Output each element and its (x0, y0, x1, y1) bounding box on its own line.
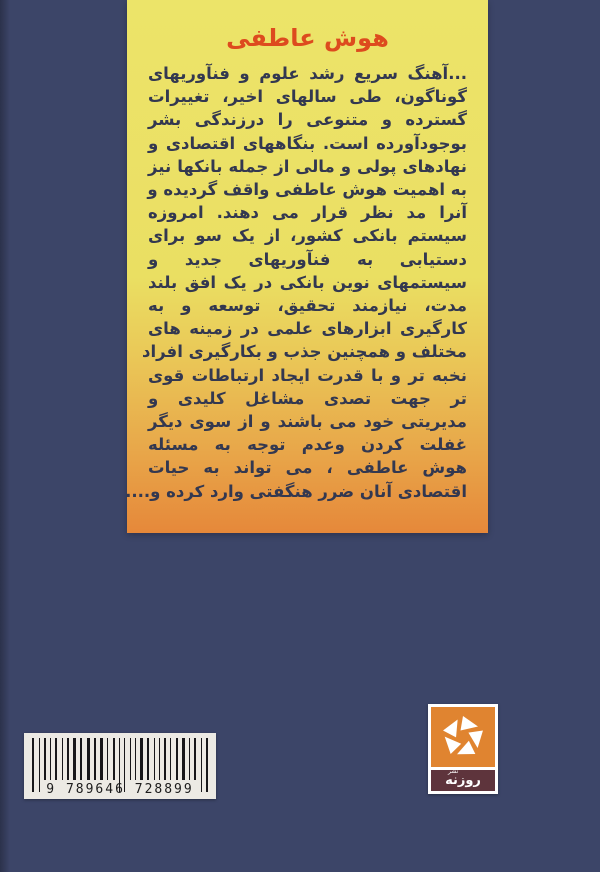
publisher-tagline: نشر (448, 768, 459, 775)
barcode-bar (170, 738, 171, 780)
barcode-number: 9 789646 728899 (46, 782, 194, 797)
barcode-bar (135, 738, 136, 780)
synopsis-line: ...آهنگ سریع رشد علوم و فنآوریهای (148, 64, 467, 83)
synopsis-line: به اهمیت هوش عاطفی واقف گردیده و (147, 180, 467, 200)
synopsis-line: هوش عاطفی ، می تواند به حیات (148, 458, 467, 478)
synopsis-line: سیستم بانکی کشور، از یک سو برای (148, 226, 467, 246)
barcode-bar (182, 738, 185, 780)
synopsis-line: گسترده و متنوعی را درزندگی بشر (148, 110, 467, 130)
publisher-name-strip (431, 770, 495, 791)
barcode-bars (32, 738, 208, 780)
synopsis-line: نهادهای پولی و مالی از جمله بانکها نیز (148, 156, 467, 176)
barcode-bar (62, 738, 63, 780)
pinwheel-icon (438, 712, 488, 762)
synopsis-line: سیستمهای نوین بانکی در یک افق بلند (148, 272, 467, 292)
barcode-bar (44, 738, 46, 780)
barcode-bar (140, 738, 143, 780)
synopsis-text (125, 62, 467, 503)
barcode-bar (164, 738, 166, 780)
barcode-bar (67, 738, 69, 780)
barcode-bar (100, 738, 103, 780)
barcode-bar (176, 738, 178, 780)
barcode-bar (154, 738, 155, 780)
synopsis-line: آنرا مد نظر قرار می دهند. امروزه (148, 203, 467, 223)
synopsis-line: نخبه تر و با قدرت ایجاد ارتباطات قوی (148, 365, 467, 385)
synopsis-line: دستیابی به فنآوریهای جدید و (148, 249, 467, 269)
publisher-logo-mark (431, 707, 495, 767)
barcode-bar (147, 738, 149, 780)
synopsis-line: بوجودآورده است. بنگاههای اقتصادی و (148, 133, 467, 153)
synopsis-line: غفلت کردن وعدم توجه به مسئله (148, 435, 467, 455)
barcode-bar (130, 738, 131, 780)
synopsis-line: تر جهت تصدی مشاغل کلیدی و (148, 388, 467, 408)
barcode (24, 733, 216, 799)
synopsis-line: گوناگون، طی سالهای اخیر، تغییرات (148, 87, 467, 107)
publisher-name: روزنه (445, 773, 481, 788)
barcode-bar (94, 738, 96, 780)
publisher-logo (428, 704, 498, 794)
synopsis-panel (127, 0, 488, 533)
barcode-bar (80, 738, 82, 780)
barcode-bar (73, 738, 76, 780)
synopsis-line: کارگیری ابزارهای علمی در زمینه های (148, 319, 467, 339)
synopsis-line: مختلف و همچنین جذب و بکارگیری افراد (142, 342, 467, 362)
synopsis-line: اقتصادی آنان ضرر هنگفتی وارد کرده و.... (125, 481, 467, 501)
barcode-bar (87, 738, 90, 780)
synopsis-line: مدیریتی خود می باشند و از سوی دیگر (148, 412, 467, 432)
synopsis-line: مدت، نیازمند تحقیق، توسعه و به (148, 296, 467, 316)
barcode-bar (107, 738, 108, 780)
barcode-bar (50, 738, 51, 780)
barcode-bar (113, 738, 115, 780)
barcode-bar (55, 738, 57, 780)
barcode-bar (194, 738, 196, 780)
spine-shadow (0, 0, 10, 872)
barcode-bar (159, 738, 160, 780)
book-title: هوش عاطفی (226, 24, 389, 52)
barcode-bar (189, 738, 190, 780)
